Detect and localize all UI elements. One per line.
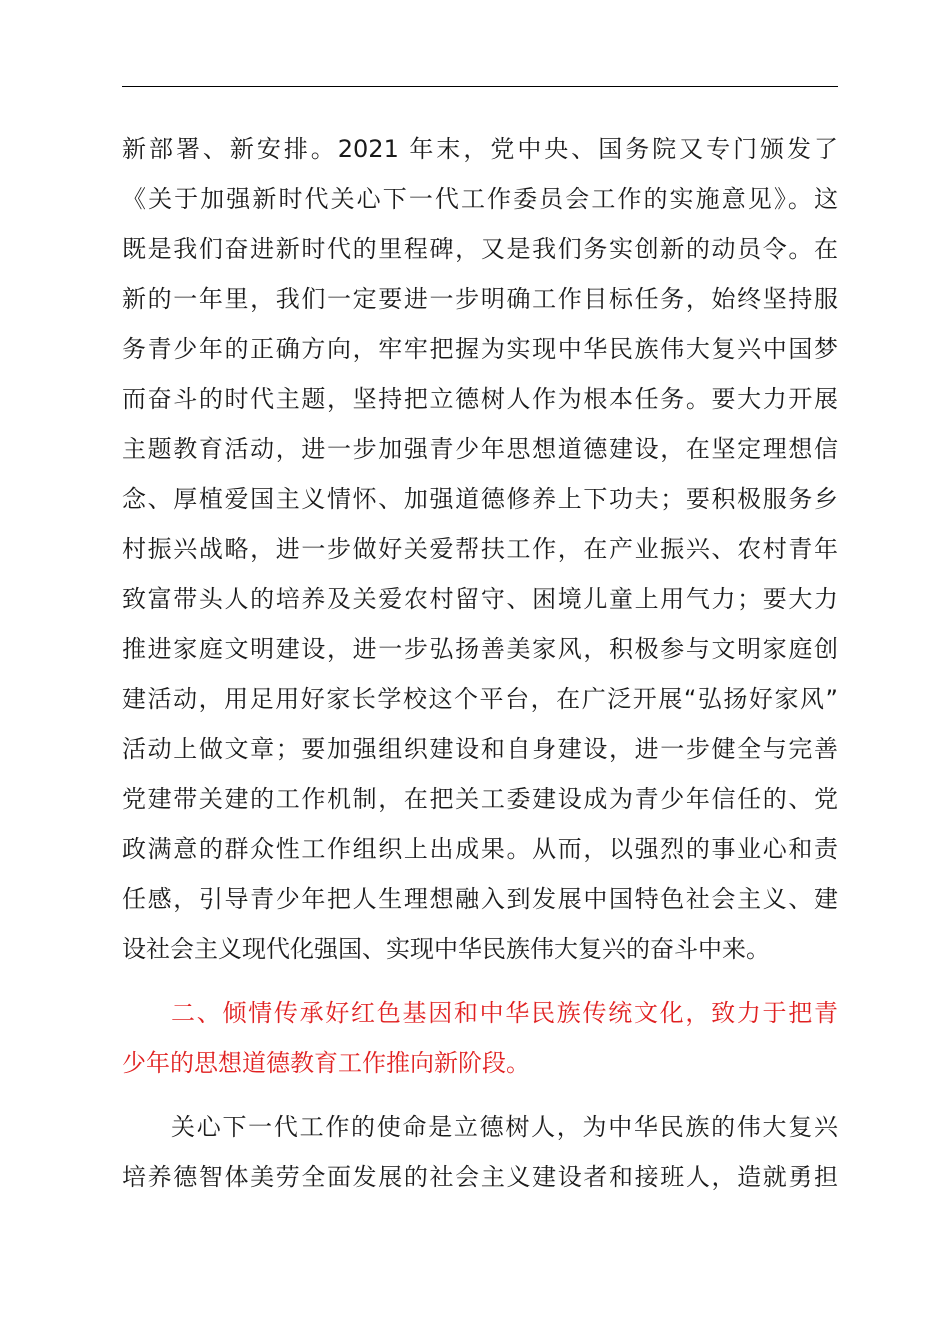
heading-line: 二、倾情传承好红色基因和中华民族传统文化，致力于把青: [171, 999, 838, 1027]
text-line: 培养德智体美劳全面发展的社会主义建设者和接班人，造就勇担: [122, 1163, 838, 1191]
text-line: 《关于加强新时代关心下一代工作委员会工作的实施意见》。这: [122, 185, 838, 213]
text-line: 推进家庭文明建设，进一步弘扬善美家风，积极参与文明家庭创: [122, 635, 838, 663]
text-line: 设社会主义现代化强国、实现中华民族伟大复兴的奋斗中来。: [122, 935, 770, 963]
text-line: 党建带关建的工作机制，在把关工委建设成为青少年信任的、党: [122, 785, 838, 813]
document-body: [122, 124, 838, 1202]
text-line: 关心下一代工作的使命是立德树人，为中华民族的伟大复兴: [171, 1113, 838, 1141]
text-line: 既是我们奋进新时代的里程碑，又是我们务实创新的动员令。在: [122, 235, 838, 263]
text-line: 新部署、新安排。2021 年末，党中央、国务院又专门颁发了: [122, 135, 838, 163]
paragraph-intro: [122, 124, 838, 974]
text-line: 务青少年的正确方向，牢牢把握为实现中华民族伟大复兴中国梦: [122, 335, 838, 363]
text-line: 活动上做文章；要加强组织建设和自身建设，进一步健全与完善: [122, 735, 838, 763]
heading-line: 少年的思想道德教育工作推向新阶段。: [122, 1049, 530, 1077]
text-line: 而奋斗的时代主题，坚持把立德树人作为根本任务。要大力开展: [122, 385, 838, 413]
text-line: 致富带头人的培养及关爱农村留守、困境儿童上用气力；要大力: [122, 585, 838, 613]
text-line: 任感，引导青少年把人生理想融入到发展中国特色社会主义、建: [122, 885, 838, 913]
text-line: 新的一年里，我们一定要进一步明确工作目标任务，始终坚持服: [122, 285, 838, 313]
text-line: 村振兴战略，进一步做好关爱帮扶工作，在产业振兴、农村青年: [122, 535, 838, 563]
text-line: 政满意的群众性工作组织上出成果。从而，以强烈的事业心和责: [122, 835, 838, 863]
paragraph-mission: [122, 1102, 838, 1202]
text-line: 建活动，用足用好家长学校这个平台，在广泛开展“弘扬好家风”: [122, 685, 838, 713]
section-heading: [122, 988, 838, 1088]
header-rule: [122, 86, 838, 87]
text-line: 主题教育活动，进一步加强青少年思想道德建设，在坚定理想信: [122, 435, 838, 463]
text-line: 念、厚植爱国主义情怀、加强道德修养上下功夫；要积极服务乡: [122, 485, 838, 513]
